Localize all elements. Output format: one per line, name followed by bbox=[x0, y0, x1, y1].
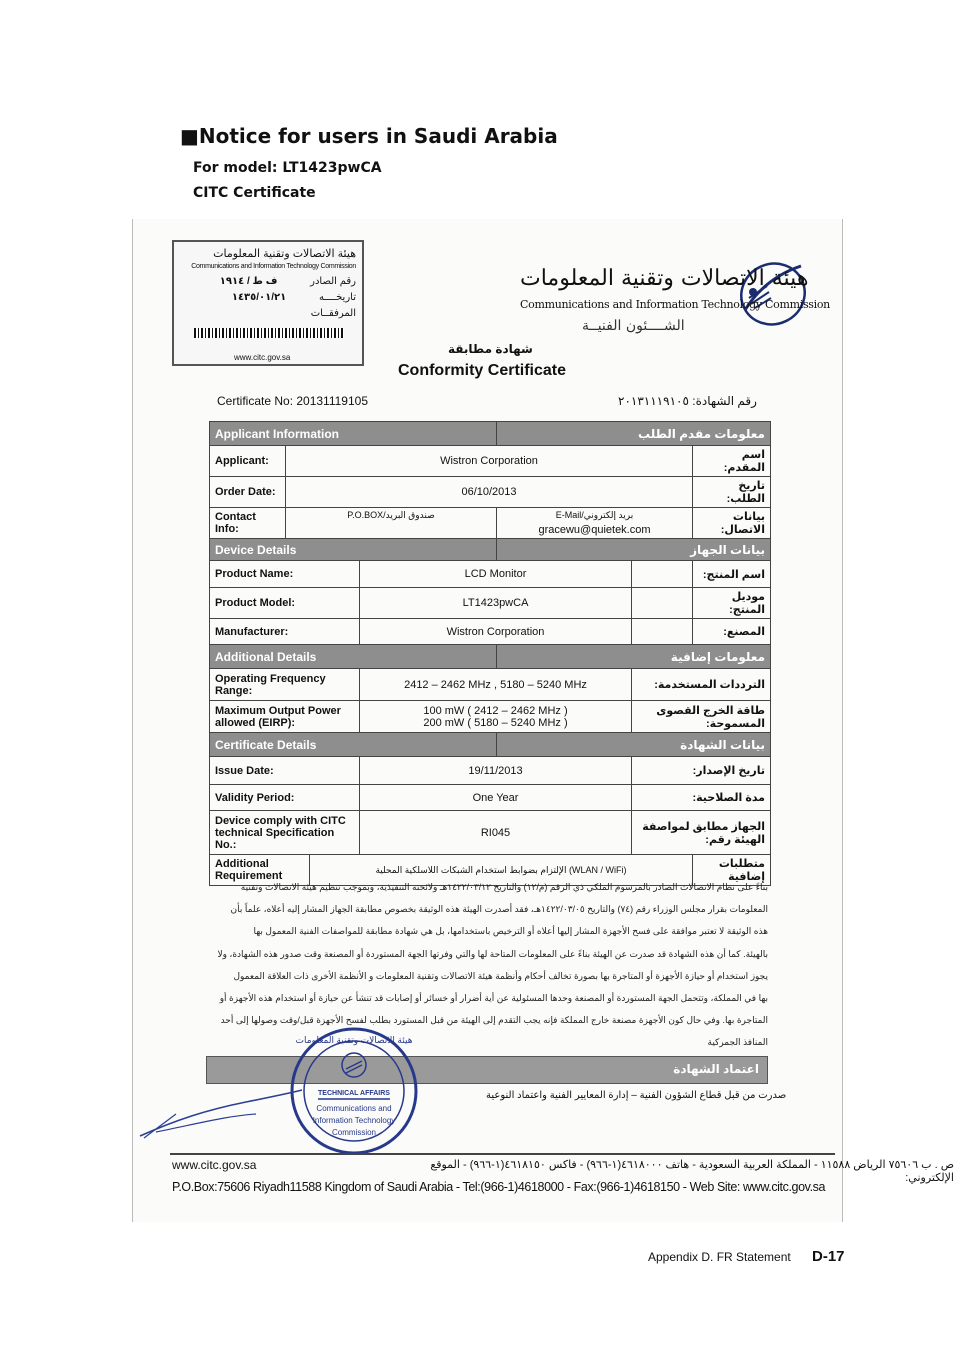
page-number: D-17 bbox=[812, 1248, 845, 1265]
product-model-label: Product Model: bbox=[210, 588, 360, 619]
stamp-ref-label: رقم الصادر bbox=[310, 276, 356, 287]
section-certificate-ar: بيانات الشهادة bbox=[497, 733, 771, 757]
applicant-label: Applicant: bbox=[210, 446, 286, 477]
stamp-ref-value: ف ط / ١٩١٤ bbox=[219, 276, 278, 287]
order-date-label: Order Date: bbox=[210, 477, 286, 508]
power-value-1: 100 mW ( 2412 – 2462 MHz ) bbox=[423, 704, 568, 717]
comply-label: Device comply with CITC technical Specification No.: bbox=[210, 811, 360, 855]
letterhead-org-en: Communications and Information Technology Commission bbox=[520, 298, 830, 311]
section-device-ar: بيانات الجهاز bbox=[497, 539, 771, 561]
body-line-3: هذه الوثيقة لا تعتبر موافقة على فسح الأجهزة المشار إليها أعلاه أو الترخيص باستخدامها، بل هي شهادة مطابقة للمواصفات الفنية المعمول بها bbox=[253, 926, 768, 937]
cert-line: CITC Certificate bbox=[193, 185, 316, 201]
seal-en-4: Commission bbox=[331, 1128, 377, 1137]
frequency-label-ar: الترددات المستخدمة: bbox=[632, 669, 771, 701]
section-applicant: Applicant Information bbox=[210, 422, 497, 446]
letterhead-org-ar: هيئة الاتصالات وتقنية المعلومات bbox=[520, 266, 809, 291]
applicant-label-ar: اسم المقدم: bbox=[693, 446, 771, 477]
email-value: gracewu@quietek.com bbox=[538, 524, 651, 536]
manufacturer-label: Manufacturer: bbox=[210, 619, 360, 645]
certificate-table bbox=[209, 421, 771, 886]
body-line-5: يجوز استخدام أو حيازة الأجهزة أو المتاجرة بها بصورة تخالف أحكام وأنظمة هيئة الاتصالات وتقنية المعلومات و الأنظمة الأخرى ذات العلاقة المعمول bbox=[233, 970, 768, 981]
comply-label-ar: الجهاز مطابق لمواصفة الهيئة رقم: bbox=[632, 811, 771, 855]
comply-value: RI045 bbox=[360, 811, 632, 855]
body-line-4: بالهيئة. كما أن هذه الشهادة قد صدرت عن الهيئة بناءً على المعلومات المتاحة لها والتي وفرتها الجهة المستوردة أو المصنعة وقت صدور هذه الشهادة، ولا bbox=[217, 948, 768, 959]
contact-label: Contact Info: bbox=[210, 508, 286, 539]
stamp-date-label: تاريخــــه bbox=[319, 292, 356, 303]
requirement-label-ar: متطلبات إضافية bbox=[693, 855, 771, 886]
body-line-6: بها في المملكة، وتتحمل الجهة المستوردة أو المصنعة وحدها المسئولية عن أية أضرار أو خسائر أو إصابات قد تنشأ عن حيازة أو استخدام هذه الأجهزة أو bbox=[219, 993, 768, 1004]
body-line-7: المتاجرة بها. وفي حال كون الأجهزة مصنعة خارج المملكة فإنه يجب التقدم إلى الهيئة من قبل المستورد بطلب لفسح الأجهزة قبل/وقت وصولها إلى أحد bbox=[220, 1015, 768, 1026]
email-label: E-Mail/بريد إلكتروني bbox=[555, 510, 634, 520]
email-cell bbox=[497, 508, 693, 539]
applicant-value: Wistron Corporation bbox=[286, 446, 693, 477]
footer-divider bbox=[170, 1153, 835, 1155]
issue-date-value: 19/11/2013 bbox=[360, 757, 632, 785]
stamp-attach-label: المرفقــات bbox=[310, 308, 356, 319]
approval-text: صدرت من قبل قطاع الشؤون الفنية – إدارة المعايير الفنية واعتماد النوعية bbox=[486, 1090, 787, 1101]
seal-en-1: TECHNICAL AFFAIRS bbox=[318, 1090, 390, 1097]
product-model-value: LT1423pwCA bbox=[360, 588, 632, 619]
product-model-label-ar: موديل المنتج: bbox=[693, 588, 771, 619]
section-certificate: Certificate Details bbox=[210, 733, 497, 757]
frequency-label: Operating Frequency Range: bbox=[210, 669, 360, 701]
model-line: For model: LT1423pwCA bbox=[193, 160, 382, 176]
section-additional: Additional Details bbox=[210, 645, 497, 669]
certificate-title-ar: شهادة مطابقة bbox=[448, 342, 533, 356]
reference-stamp bbox=[172, 240, 364, 366]
certificate-number-ar: رقم الشهادة: ٢٠١٣١١١٩١٠٥ bbox=[618, 394, 757, 408]
letterhead-dept-ar: الشــــئون الفنيــة bbox=[582, 318, 685, 334]
power-label: Maximum Output Power allowed (EIRP): bbox=[210, 701, 360, 733]
order-date-value: 06/10/2013 bbox=[286, 477, 693, 508]
section-applicant-ar: معلومات مقدم الطلب bbox=[497, 422, 771, 446]
section-device: Device Details bbox=[210, 539, 497, 561]
footer-address-en: P.O.Box:75606 Riyadh11588 Kingdom of Saudi Arabia - Tel:(966-1)4618000 - Fax:(966-1)4618150 - Web Site: www.citc.gov.sa bbox=[172, 1180, 826, 1194]
official-seal-icon bbox=[288, 1025, 420, 1157]
issue-date-label-ar: تاريخ الإصدار: bbox=[632, 757, 771, 785]
body-line-1: بناءً على نظام الاتصالات الصادر بالمرسوم الملكي ذي الرقم (م/١٢) والتاريخ ١٤٢٢/٠٣/١٢هـ ولائحته التنفيذية، وبموجب تنظيم هيئة الاتصالات وتقنية bbox=[240, 882, 768, 892]
certificate-number: Certificate No: 20131119105 bbox=[217, 394, 368, 408]
stamp-ref bbox=[220, 276, 356, 287]
pobox-cell: P.O.BOX/صندوق البريد bbox=[286, 508, 497, 539]
page-heading: ■Notice for users in Saudi Arabia bbox=[180, 124, 558, 148]
issue-date-label: Issue Date: bbox=[210, 757, 360, 785]
power-label-ar: طاقة الخرج القصوى المسموحة: bbox=[632, 701, 771, 733]
body-line-2: المعلومات بقرار مجلس الوزراء رقم (٧٤) والتاريخ ١٤٢٢/٠٣/٠٥هـ، فقد أصدرت الهيئة هذه الوثيقة بخصوص مطابقة الجهاز المشار إليه أعلاه، علماً بأن bbox=[230, 904, 768, 915]
seal-en-3: Information Technology bbox=[312, 1116, 396, 1125]
signature-icon bbox=[136, 1080, 306, 1140]
order-date-label-ar: تاريخ الطلب: bbox=[693, 477, 771, 508]
stamp-url: www.citc.gov.sa bbox=[234, 353, 291, 362]
requirement-value: (WLAN / WiFi) الإلتزام بضوابط استخدام الشبكات اللاسلكية المحلية bbox=[310, 855, 693, 886]
manufacturer-label-ar: المصنع: bbox=[693, 619, 771, 645]
manufacturer-value: Wistron Corporation bbox=[360, 619, 632, 645]
footer-address-ar: ص . ب ٧٥٦٠٦ الرياض ١١٥٨٨ - المملكة العربية السعودية - هاتف ٤٦١٨٠٠٠(١-٩٦٦) - فاكس ٤٦١٨١٥٠(١-٩٦٦) - الموقع الإلكتروني: bbox=[430, 1159, 954, 1184]
validity-value: One Year bbox=[360, 785, 632, 811]
product-name-label: Product Name: bbox=[210, 561, 360, 588]
product-name-value: LCD Monitor bbox=[360, 561, 632, 588]
seal-text-ar: هيئة الاتصالات وتقنية المعلومات bbox=[295, 1035, 413, 1045]
certificate-title-en: Conformity Certificate bbox=[398, 362, 567, 379]
product-name-label-ar: اسم المنتج: bbox=[693, 561, 771, 588]
seal-en-2: Communications and bbox=[316, 1104, 392, 1113]
power-value-2: 200 mW ( 5180 – 5240 MHz ) bbox=[423, 716, 568, 729]
stamp-date bbox=[232, 292, 356, 303]
stamp-date-value: ١٤٣٥/٠١/٢١ bbox=[231, 292, 287, 303]
contact-label-ar: بيانات الاتصال: bbox=[693, 508, 771, 539]
validity-label-ar: مدة الصلاحية: bbox=[632, 785, 771, 811]
page-footer-label: Appendix D. FR Statement bbox=[648, 1250, 791, 1264]
stamp-org-en: Communications and Information Technology Commission bbox=[191, 263, 356, 270]
stamp-org-ar: هيئة الاتصالات وتقنية المعلومات bbox=[213, 248, 356, 260]
approval-bar-label: اعتماد الشهادة bbox=[673, 1062, 759, 1076]
requirement-label: Additional Requirement bbox=[210, 855, 310, 886]
frequency-value: 2412 – 2462 MHz , 5180 – 5240 MHz bbox=[360, 669, 632, 701]
section-additional-ar: معلومات إضافية bbox=[497, 645, 771, 669]
body-line-8: المنافذ الجمركية bbox=[707, 1037, 768, 1048]
power-value bbox=[360, 701, 632, 733]
barcode bbox=[194, 328, 344, 338]
validity-label: Validity Period: bbox=[210, 785, 360, 811]
footer-url: www.citc.gov.sa bbox=[172, 1158, 257, 1172]
